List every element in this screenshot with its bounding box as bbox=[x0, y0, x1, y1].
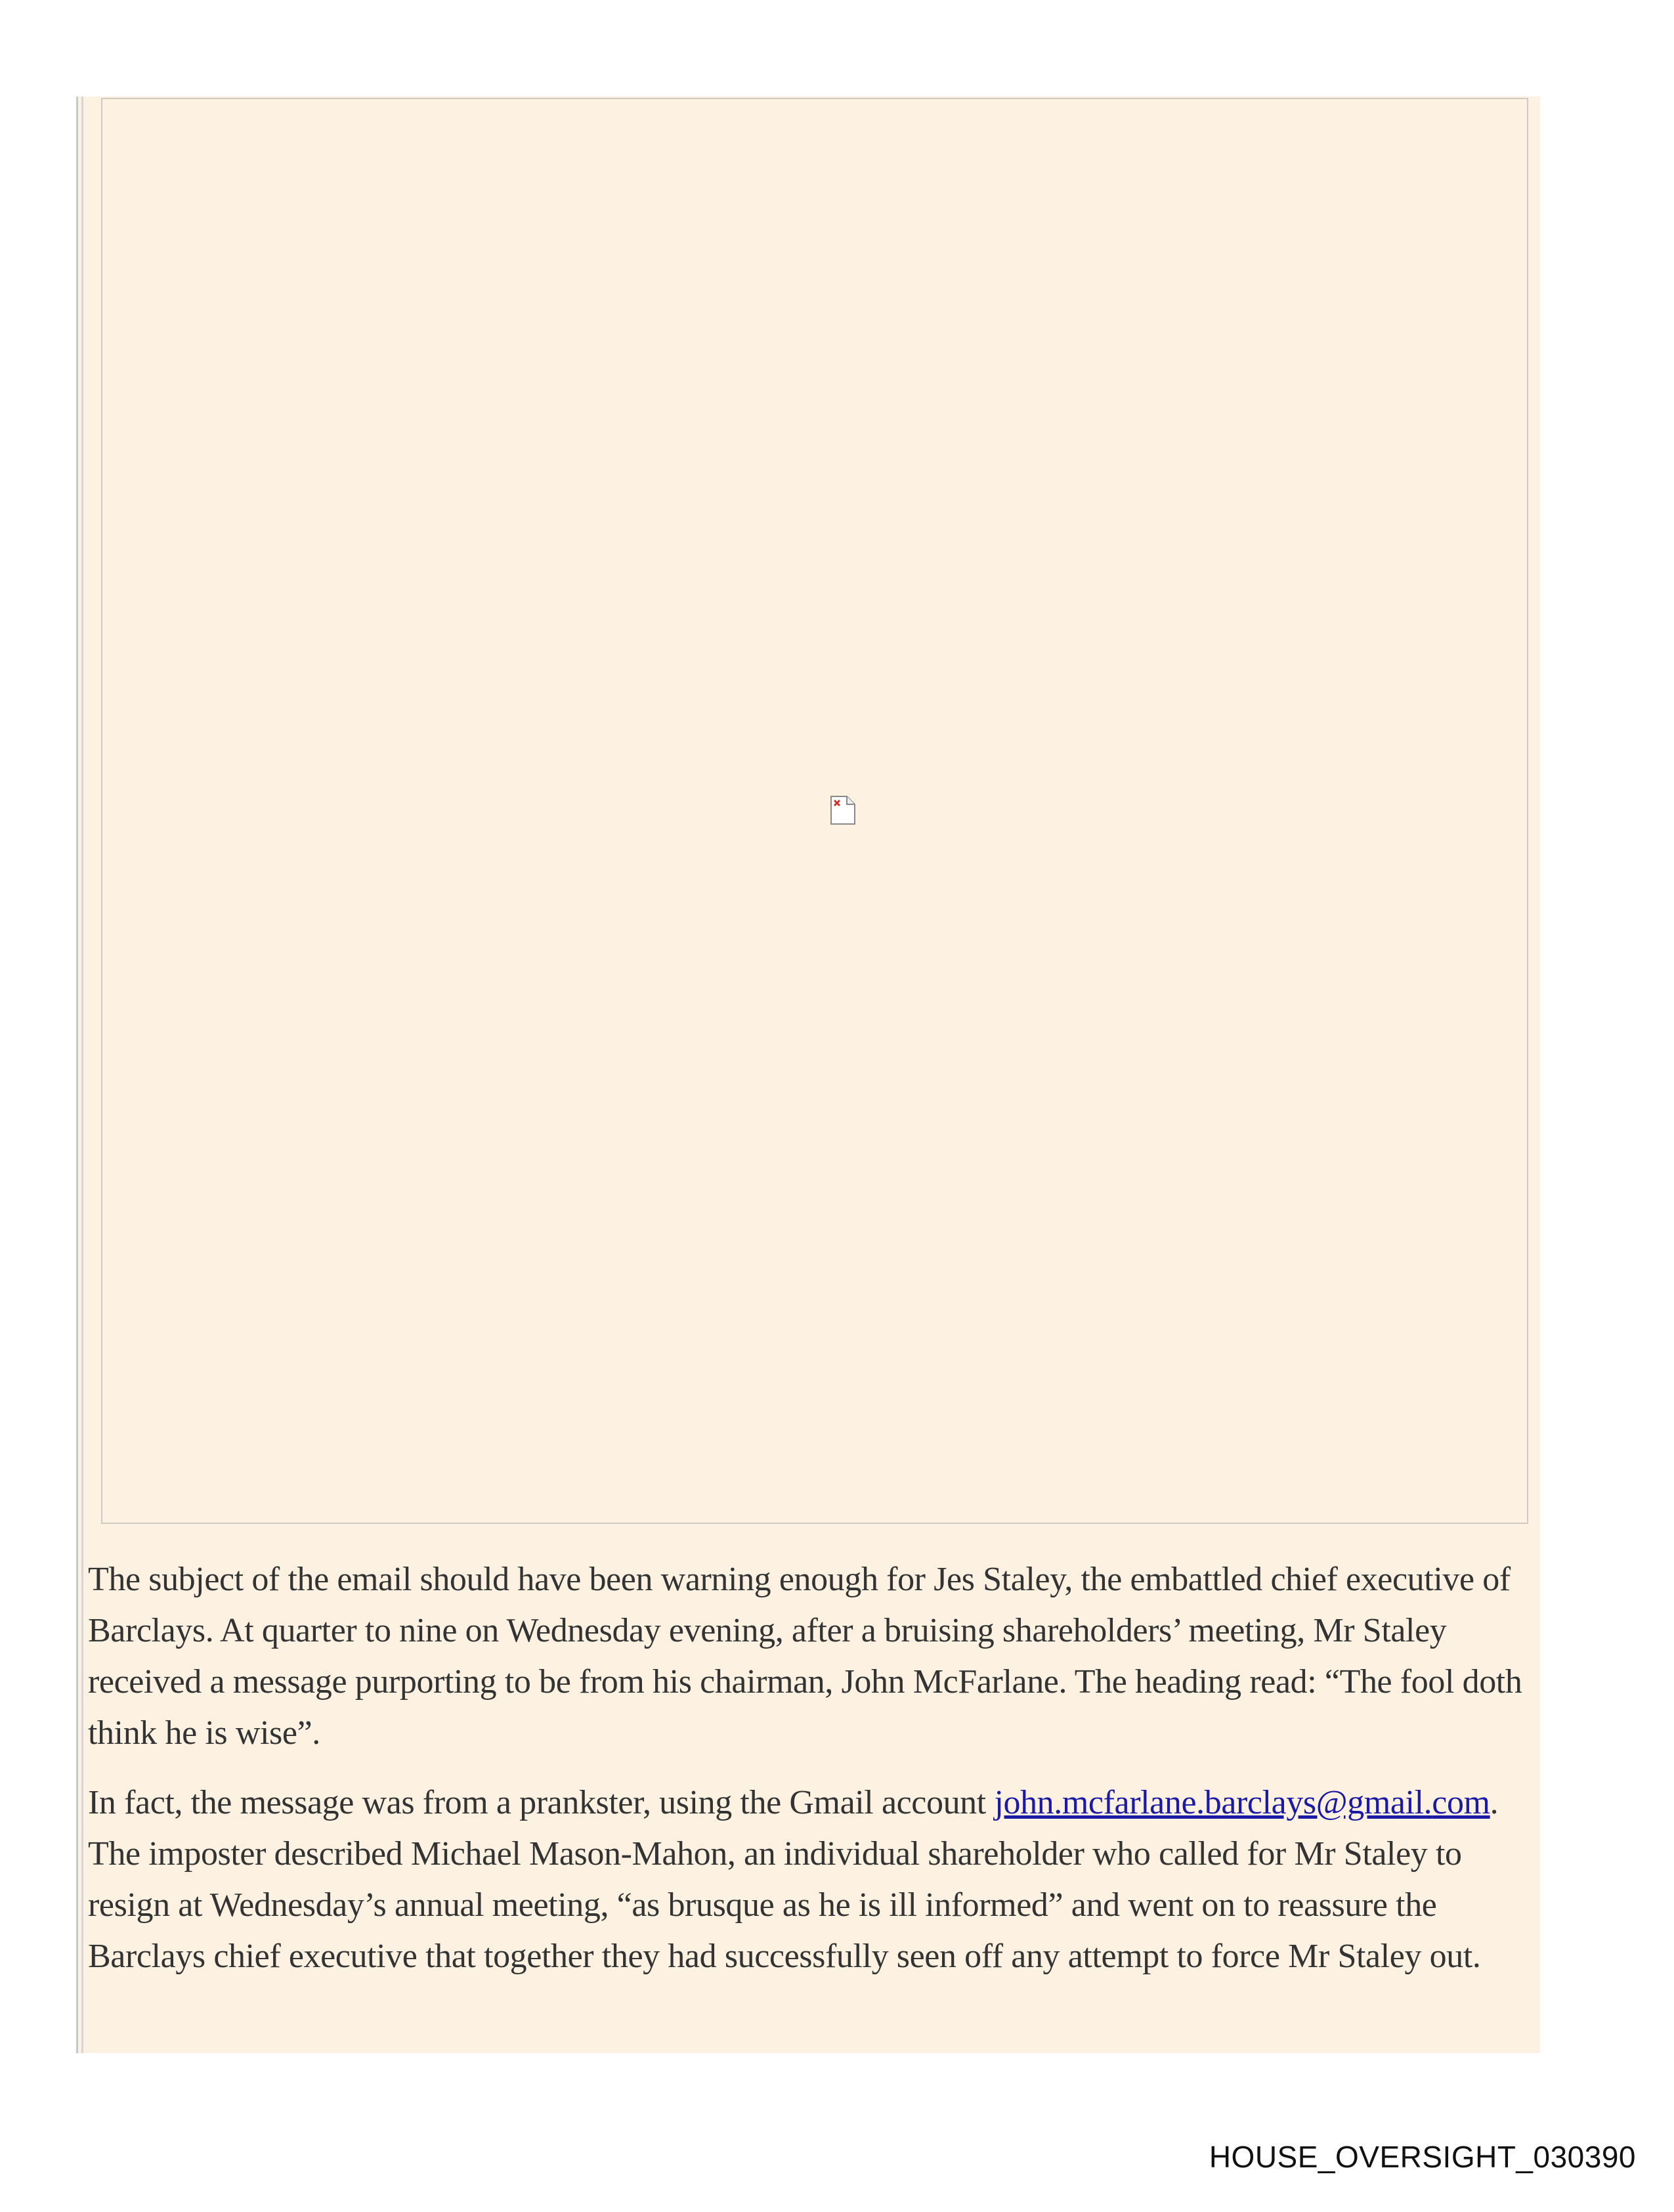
paragraph-2-intro: In fact, the message was from a prankster, using the Gmail account bbox=[88, 1784, 995, 1821]
image-placeholder-frame bbox=[101, 98, 1528, 1524]
document-id: HOUSE_OVERSIGHT_030390 bbox=[1209, 2140, 1636, 2174]
article-paragraph-1: The subject of the email should have been warning enough for Jes Staley, the embattled chief executive of Barclays. At quarter to nine on Wednesday evening, after a bruising shareholders’ meeting, Mr Staley received a message purporting to be from his chairman, John McFarlane. The heading read: “The fool doth think he is wise”. bbox=[88, 1561, 1522, 1752]
article-paragraph-2 bbox=[88, 1777, 1539, 1982]
article-body bbox=[88, 1554, 1539, 2001]
quote-bar bbox=[76, 97, 78, 2053]
email-link[interactable]: john.mcfarlane.barclays@gmail. bbox=[994, 1784, 1432, 1821]
broken-image-icon bbox=[830, 795, 856, 825]
paragraph-2-rest: . The imposter described Michael Mason-Mahon, an individual shareholder who called for Mr Staley to resign at Wednesday’s annual meeting, “as brusque as he is ill informed” and went on to reassure the Barclays chief executive that together they had successfully seen off any attempt to force Mr Staley out. bbox=[88, 1784, 1499, 1975]
quote-bar-inner bbox=[81, 97, 83, 2053]
email-link-domain[interactable]: com bbox=[1432, 1784, 1490, 1821]
quoted-email-block bbox=[76, 97, 1540, 2053]
